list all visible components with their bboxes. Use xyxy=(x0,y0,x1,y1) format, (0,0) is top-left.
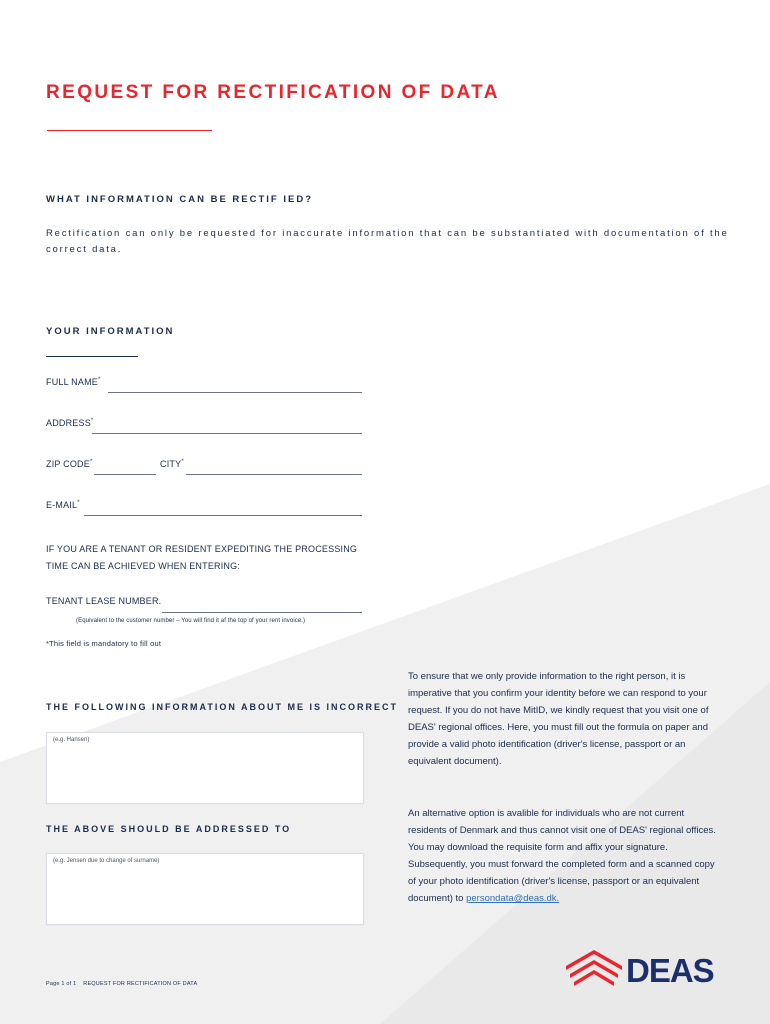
deas-logo xyxy=(566,948,726,992)
incorrect-info-textarea[interactable] xyxy=(46,732,364,804)
tenant-info-text: IF YOU ARE A TENANT OR RESIDENT EXPEDITING THE PROCESSING TIME CAN BE ACHIEVED WHEN ENTERING: xyxy=(46,544,358,571)
mandatory-note: *This field is mandatory to fill out xyxy=(46,639,162,648)
deas-logo-text: DEAS xyxy=(626,952,714,989)
address-field[interactable] xyxy=(92,433,362,434)
deas-logo-icon xyxy=(566,948,622,988)
zip-code-field[interactable] xyxy=(94,474,156,475)
section-heading-rectify: WHAT INFORMATION CAN BE RECTIF IED? xyxy=(46,194,314,205)
section-heading-incorrect: THE FOLLOWING INFORMATION ABOUT ME IS INCORRECT xyxy=(46,702,398,712)
page-title: REQUEST FOR RECTIFICATION OF DATA xyxy=(46,82,500,103)
email-field[interactable] xyxy=(84,515,362,516)
identity-paragraph: To ensure that we only provide information to the right person, it is imperative that you confirm your identity before we can respond to your request. If you do not have MitID, we kindly request that you visit one of DEAS' regional offices. Here, you must fill out the formula on paper and provide a valid photo identification (driver's license, passport or an equivalent document). xyxy=(408,671,709,767)
title-divider xyxy=(47,130,212,131)
rectify-description: Rectification can only be requested for inaccurate information that can be substantiated with documentation of the correct data. xyxy=(46,228,729,255)
full-name-label: FULL NAME* xyxy=(46,377,101,387)
address-label: ADDRESS* xyxy=(46,418,94,428)
zip-code-label: ZIP CODE* xyxy=(46,459,93,469)
section-heading-addressed: THE ABOVE SHOULD BE ADDRESSED TO xyxy=(46,824,292,834)
city-field[interactable] xyxy=(186,474,362,475)
page-number: Page 1 of 1 xyxy=(46,981,77,987)
addressed-to-textarea[interactable] xyxy=(46,853,364,925)
lease-number-hint: (Equivalent to the customer number – You will find it af the top of your rent invoice.) xyxy=(76,618,306,624)
alternative-paragraph: An alternative option is avalible for individuals who are not current residents of Denmark and thus cannot visit one of DEAS' regional offices. You may download the requisite form and affix your signature. Subsequently, you must forward the completed form and a scanned copy of your photo identification (driver's license, passport or an equivalent document) to persondata@deas.dk. xyxy=(408,808,716,904)
your-info-divider xyxy=(46,356,138,357)
email-label: E-MAIL* xyxy=(46,500,80,510)
full-name-field[interactable] xyxy=(108,392,362,393)
lease-number-label: TENANT LEASE NUMBER. xyxy=(46,596,162,606)
incorrect-info-placeholder: (e.g. Hansen) xyxy=(53,737,90,743)
city-label: CITY* xyxy=(160,459,184,469)
footer-title: REQUEST FOR RECTIFICATION OF DATA xyxy=(83,981,198,987)
lease-number-field[interactable] xyxy=(162,612,362,613)
footer xyxy=(46,981,197,987)
email-link[interactable]: persondata@deas.dk. xyxy=(466,893,560,904)
section-heading-your-info: YOUR INFORMATION xyxy=(46,326,175,337)
addressed-to-placeholder: (e.g. Jensen due to change of surname) xyxy=(53,858,160,864)
